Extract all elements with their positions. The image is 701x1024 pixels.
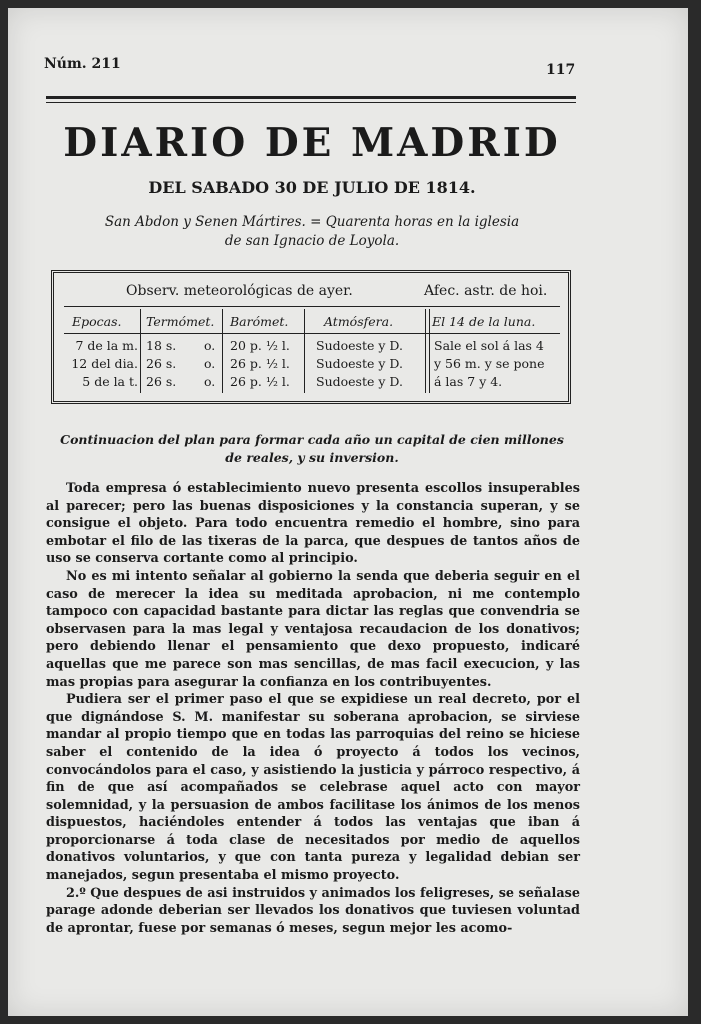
table-divider <box>64 333 560 334</box>
luna-line: y 56 m. y se pone <box>434 356 545 371</box>
luna-line: á las 7 y 4. <box>434 374 503 389</box>
article-subtitle-line-2: de reales, y su inversion. <box>225 450 399 465</box>
table-divider <box>64 306 560 307</box>
column-divider <box>222 309 223 393</box>
barometro-cell: 20 p. ½ l. <box>230 338 290 353</box>
column-divider <box>140 309 141 393</box>
epoca-cell: 12 del dia. <box>71 356 138 371</box>
weather-observ-title: Observ. meteorológicas de ayer. <box>126 283 353 299</box>
epoca-cell: 7 de la m. <box>75 338 138 353</box>
termometro-o-cell: o. <box>204 338 216 353</box>
atmosfera-column <box>316 337 403 391</box>
saints-line-1: San Abdon y Senen Mártires. = Quarenta horas en la iglesia <box>104 214 520 230</box>
atmosfera-cell: Sudoeste y D. <box>316 338 403 353</box>
termometro-o-cell: o. <box>204 356 216 371</box>
header-rule-thin <box>46 102 576 103</box>
page-number: 117 <box>546 62 576 78</box>
issue-number: Núm. 211 <box>44 56 121 72</box>
termometro-o-column <box>204 337 215 391</box>
article-paragraph: Pudiera ser el primer paso el que se expidiese un real decreto, por el que dignándose S. M. manifestar su soberana aprobacion, se sirviese mandar al propio tiempo que en todas las parroquias del reino se hiciese saber el contenido de la idea ó proyecto á todos los vecinos, convocándolos para el caso, y asistiendo la justicia y párroco respectivo, á fin de que así acompañados se celebrase aquel acto con mayor solemnidad, y la persuasion de ambos facilitase los ánimos de los menos dispuestos, haciéndoles entender á todos las ventajas que iban á proporcionarse á toda clase de necesitados por medio de aquellos donativos voluntarios, y que con tanta pureza y legalidad debian ser manejados, segun presentaba el mismo proyecto. <box>46 692 580 884</box>
atmosfera-cell: Sudoeste y D. <box>316 374 403 389</box>
header-barometro: Barómet. <box>230 314 289 329</box>
article-paragraph: No es mi intento señalar al gobierno la senda que deberia seguir en el caso de merecer la idea su meditada aprobacion, ni me contemplo tampoco con capacidad bastante para dictar las reglas que convendria se observasen para la mas legal y ventajosa recaudacion de los donativos; pero debiendo llenar el pensamiento que dexo propuesto, indicaré aquellas que me parece son mas sencillas, de mas facil execucion, y las mas propias para asegurar la confianza en los contribuyentes. <box>46 568 580 690</box>
luna-column <box>434 337 545 391</box>
termometro-cell: 26 s. <box>146 356 177 371</box>
newspaper-page <box>8 8 688 1016</box>
epoca-cell: 5 de la t. <box>82 374 138 389</box>
atmosfera-cell: Sudoeste y D. <box>316 356 403 371</box>
column-divider <box>304 309 305 393</box>
barometro-column <box>230 337 290 391</box>
saints-line-2: de san Ignacio de Loyola. <box>224 233 400 249</box>
header-atmosfera: Atmósfera. <box>324 314 394 329</box>
column-divider-double <box>425 309 430 393</box>
epoca-column <box>66 337 138 391</box>
termometro-cell: 18 s. <box>146 338 177 353</box>
header-epocas: Epocas. <box>72 314 122 329</box>
weather-afec-title: Afec. astr. de hoi. <box>424 283 548 299</box>
barometro-cell: 26 p. ½ l. <box>230 374 290 389</box>
termometro-cell: 26 s. <box>146 374 177 389</box>
header-rule-thick <box>46 96 576 99</box>
saints-line <box>44 213 580 251</box>
weather-table <box>51 270 571 404</box>
header-luna: El 14 de la luna. <box>432 314 536 329</box>
termometro-o-cell: o. <box>204 374 216 389</box>
date-line: DEL SABADO 30 DE JULIO DE 1814. <box>148 178 476 197</box>
barometro-cell: 26 p. ½ l. <box>230 356 290 371</box>
masthead-title: DIARIO DE MADRID <box>63 120 561 166</box>
article-body <box>46 480 580 937</box>
header-termometro: Termómet. <box>146 314 215 329</box>
article-subtitle <box>44 431 580 467</box>
article-subtitle-line-1: Continuacion del plan para formar cada año un capital de cien millones <box>60 432 564 447</box>
luna-line: Sale el sol á las 4 <box>434 338 544 353</box>
article-paragraph: Toda empresa ó establecimiento nuevo presenta escollos insuperables al parecer; pero las buenas disposiciones y la constancia superan, y se consigue el objeto. Para todo encuentra remedio el hombre, sino para embotar el filo de las tixeras de la parca, que despues de tantos años de uso se conserva cortante como al principio. <box>46 481 580 567</box>
termometro-column <box>146 337 176 391</box>
article-paragraph: 2.º Que despues de asi instruidos y animados los feligreses, se señalase parage adonde deberian ser llevados los donativos que tuviesen voluntad de aprontar, fuese por semanas ó meses, segun mejor les acomo- <box>46 885 580 936</box>
